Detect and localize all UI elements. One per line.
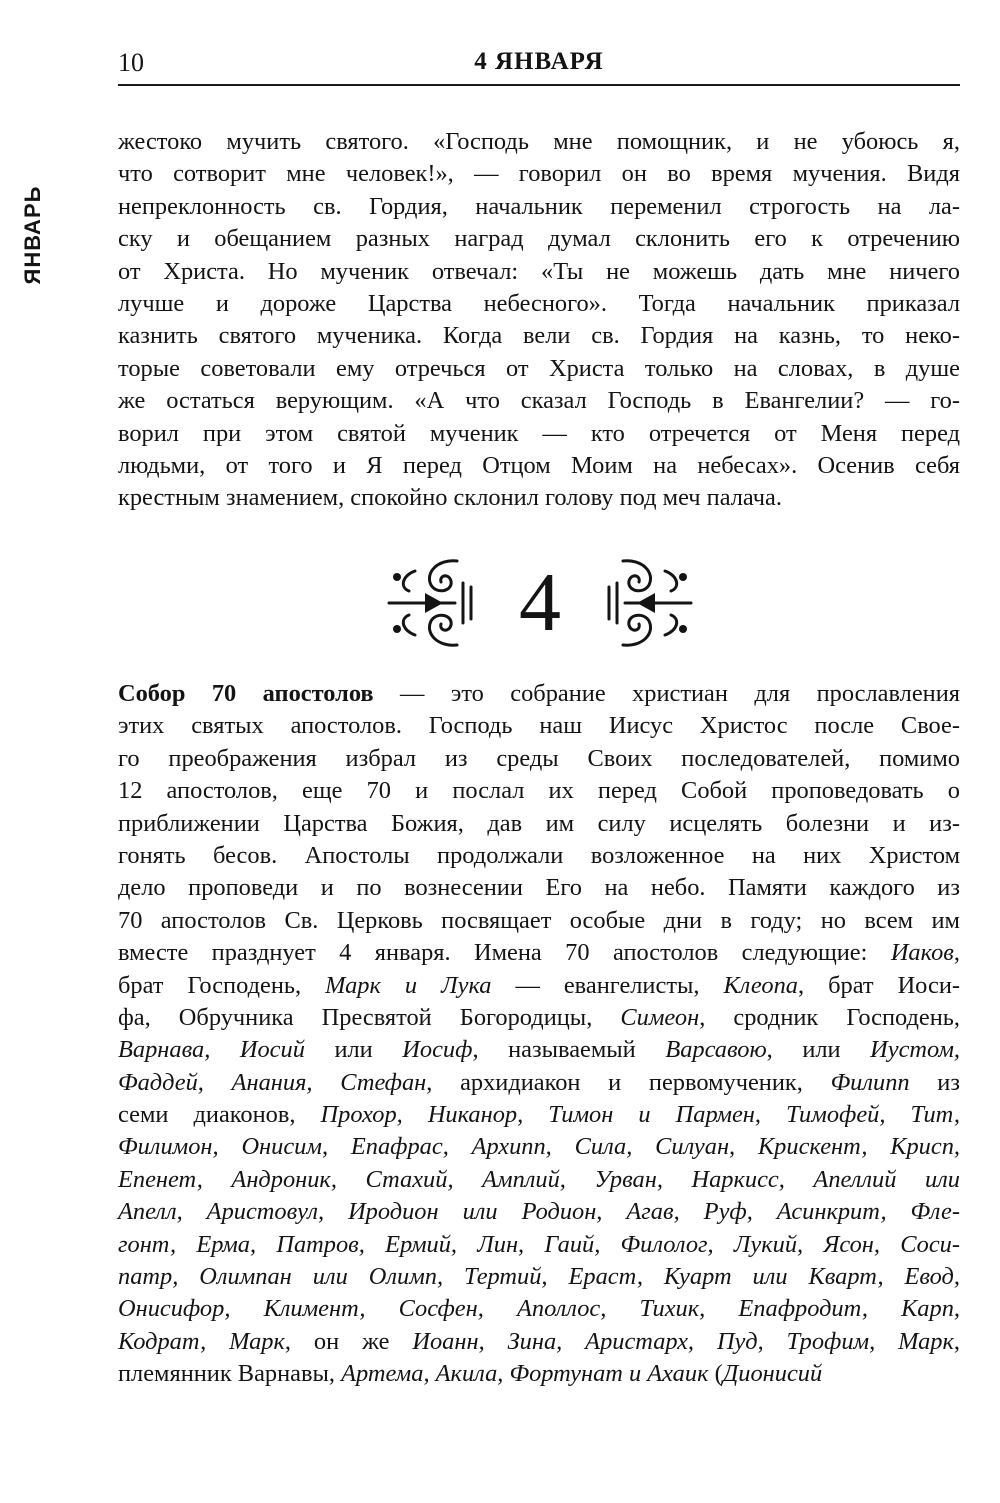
text-line [118, 872, 960, 904]
text-line [118, 1164, 960, 1196]
text-segment: Варсавою [665, 1036, 767, 1064]
text-segment: Филимон, Онисим, Епафрас, Архипп, Сила, Силуан, Крискент, Крисп, [118, 1133, 960, 1161]
text-segment: Иаков [890, 939, 954, 967]
text-segment: Артема, Акила, Фортунат и Ахаик [341, 1360, 709, 1388]
text-line [118, 1002, 960, 1034]
text-segment: Симеон [620, 1003, 700, 1031]
side-tab [18, 175, 48, 295]
text-segment: , [953, 1327, 960, 1355]
text-segment: 70 апостолов Св. Церковь посвящает особые дни в году; но всем им [118, 906, 960, 934]
text-segment: фа, Обручника Пресвятой Богородицы, [118, 1003, 621, 1031]
text-line [118, 905, 960, 937]
page-number: 10 [118, 48, 144, 77]
text-line [118, 678, 960, 710]
text-segment: , сродник Господень, [699, 1003, 960, 1031]
text-line [118, 482, 960, 514]
text-segment: Прохор, Никанор, Тимон и Пармен, Тимофей, Тит, [320, 1101, 961, 1129]
text-line [118, 1326, 960, 1358]
text-segment: Епенет, Андроник, Стахий, Амплий, Урван, Наркисс, Апеллий или [118, 1165, 960, 1193]
text-line [118, 1293, 960, 1325]
text-segment: из [909, 1068, 960, 1096]
text-segment: Клеопа [723, 971, 798, 999]
text-segment: торые советовали ему отречься от Христа только на словах, в душе [118, 354, 960, 382]
text-segment: непреклонность св. Гордия, начальник переменил строгость на ла- [118, 192, 960, 220]
text-segment: Кодрат, Марк [118, 1327, 285, 1355]
text-line [118, 1358, 960, 1390]
day-number: 4 [519, 556, 561, 649]
text-segment: жестоко мучить святого. «Господь мне помощник, и не убоюсь я, [118, 128, 960, 155]
text-segment: семи диаконов, [118, 1101, 321, 1129]
text-segment: гонт, Ерма, Патров, Ермий, Лин, Гаий, Филолог, Лукий, Ясон, Соси- [118, 1230, 960, 1258]
text-segment: от Христа. Но мученик отвечал: «Ты не можешь дать мне ничего [118, 257, 960, 285]
text-line [118, 353, 960, 385]
text-line [118, 256, 960, 288]
text-segment: ску и обещанием разных наград думал склонить его к отречению [118, 225, 960, 253]
text-segment: лучше и дороже Царства небесного». Тогда начальник приказал [118, 289, 960, 317]
text-line [118, 775, 960, 807]
day-heading [385, 553, 695, 653]
text-line [118, 1196, 960, 1228]
text-segment: этих святых апостолов. Господь наш Иисус Христос после Свое- [118, 712, 960, 740]
flourish-ornament-icon [595, 553, 695, 653]
text-line [118, 223, 960, 255]
page-header [118, 48, 960, 86]
text-segment: или [304, 1036, 403, 1064]
text-segment: Фаддей, Анания, Стефан [118, 1068, 427, 1096]
text-line [118, 937, 960, 969]
text-segment: — это собрание христиан для прославления [373, 680, 960, 707]
text-segment: приближении Царства Божия, дав им силу исцелять болезни и из- [118, 809, 960, 837]
text-line [118, 1131, 960, 1163]
text-line [118, 710, 960, 742]
text-segment: Дионисий [722, 1360, 823, 1388]
text-segment: гонять бесов. Апостолы продолжали возложенное на них Христом [118, 841, 960, 869]
text-line [118, 1067, 960, 1099]
text-segment: Филипп [830, 1068, 910, 1096]
text-segment: вместе празднует 4 января. Имена 70 апостолов следующие: [118, 939, 891, 967]
text-line [118, 450, 960, 482]
text-segment: Варнава, Иосий [118, 1036, 305, 1064]
text-line [118, 743, 960, 775]
text-segment: Марк и Лука [325, 971, 492, 999]
text-segment: ворил при этом святой мученик — кто отречется от Меня перед [118, 419, 960, 447]
text-segment: Собор 70 апостолов [118, 680, 374, 707]
text-segment: , брат Иоси- [798, 971, 960, 999]
text-line [118, 385, 960, 417]
text-segment: Онисифор, Климент, Сосфен, Аполлос, Тихик, Епафродит, Карп, [118, 1295, 960, 1323]
text-segment: казнить святого мученика. Когда вели св. Гордия на казнь, то неко- [118, 322, 960, 350]
text-line [118, 1229, 960, 1261]
text-segment: же остаться верующим. «А что сказал Господь в Евангелии? — го- [118, 387, 960, 415]
text-segment: что сотворит мне человек!», — говорил он во время мучения. Видя [118, 160, 960, 188]
text-segment: 12 апостолов, еще 70 и послал их перед Собой проповедовать о [118, 777, 960, 805]
text-line [118, 320, 960, 352]
text-segment: Апелл, Аристовул, Иродион или Родион, Агав, Руф, Асинкрит, Фле- [118, 1198, 960, 1226]
text-segment: крестным знамением, спокойно склонил голову под меч палача. [118, 484, 782, 512]
text-line [118, 288, 960, 320]
text-line [118, 808, 960, 840]
text-line [118, 1099, 960, 1131]
text-segment: , или [766, 1036, 871, 1064]
text-segment: Иосиф [402, 1036, 473, 1064]
text-line [118, 1261, 960, 1293]
text-segment: , [953, 939, 960, 967]
text-segment: , архидиакон и первомученик, [426, 1068, 831, 1096]
side-tab-label: ЯНВАРЬ [20, 185, 45, 285]
paragraph-gordius-ending [118, 126, 960, 515]
text-segment: , называемый [472, 1036, 666, 1064]
text-segment: Иоанн, Зина, Аристарх, Пуд, Трофим, Марк [412, 1327, 954, 1355]
text-segment: дело проповеди и по вознесении Его на небо. Памяти каждого из [118, 874, 960, 902]
text-line [118, 191, 960, 223]
text-line [118, 126, 960, 158]
text-line [118, 158, 960, 190]
text-segment: брат Господень, [118, 971, 326, 999]
text-segment: людьми, от того и Я перед Отцом Моим на небесах». Осенив себя [118, 451, 960, 479]
text-segment: , он же [284, 1327, 413, 1355]
text-segment: ( [708, 1360, 723, 1388]
text-segment: го преображения избрал из среды Своих последователей, помимо [118, 744, 960, 772]
text-line [118, 840, 960, 872]
text-line [118, 970, 960, 1002]
text-line [118, 418, 960, 450]
paragraph-synaxis-70-apostles [118, 678, 960, 1391]
text-segment: Иустом, [870, 1036, 960, 1064]
running-title: 4 ЯНВАРЯ [474, 48, 604, 75]
text-segment: — евангелисты, [491, 971, 724, 999]
text-segment: патр, Олимпан или Олимп, Тертий, Ераст, Куарт или Кварт, Евод, [118, 1263, 960, 1291]
text-line [118, 1034, 960, 1066]
text-segment: племянник Варнавы, [118, 1360, 342, 1388]
